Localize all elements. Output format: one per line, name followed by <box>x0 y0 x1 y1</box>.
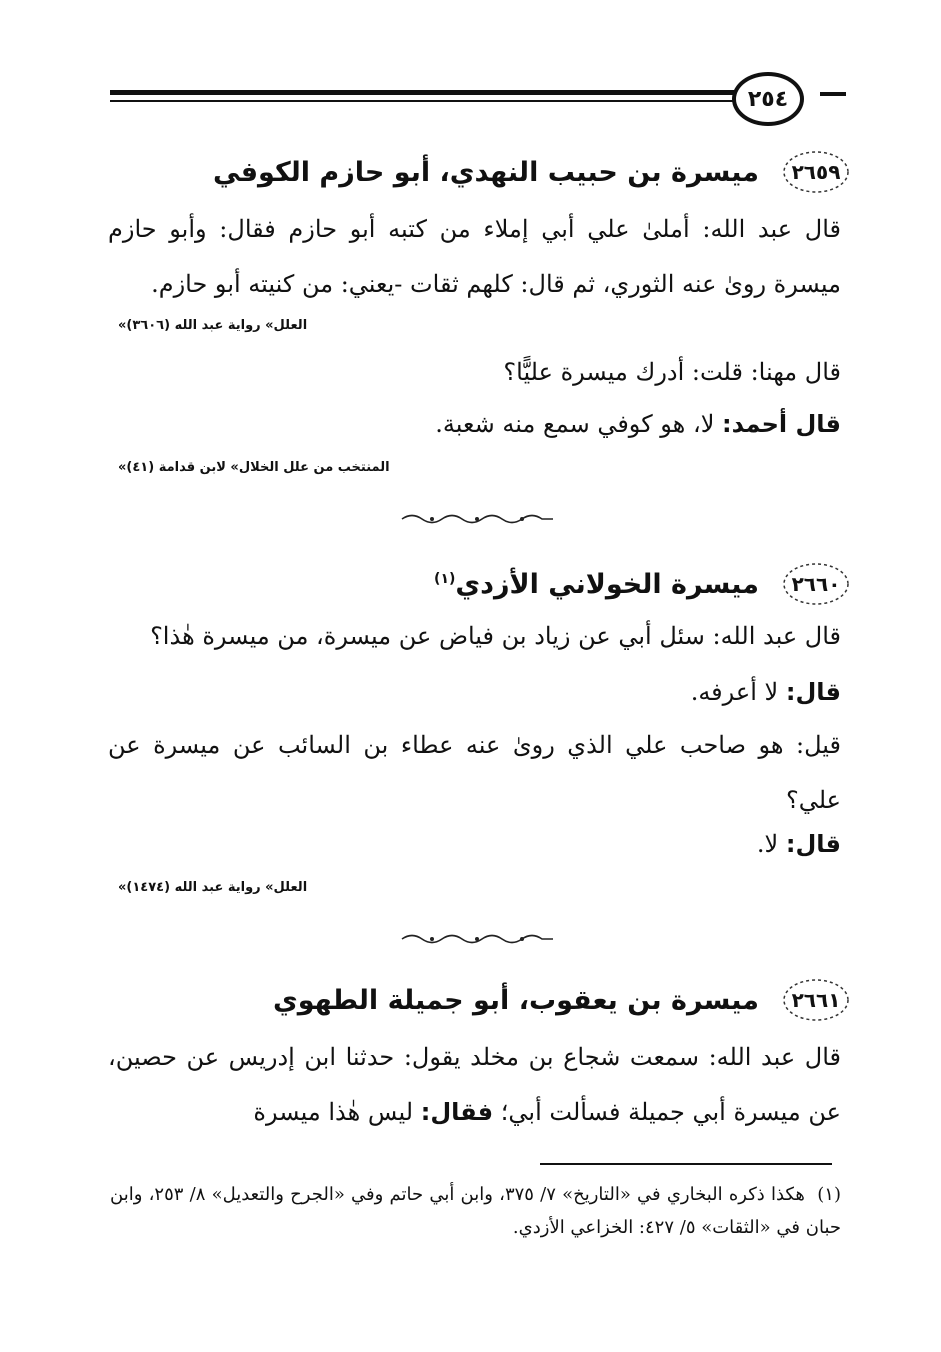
entry-heading <box>213 148 851 196</box>
text-line <box>691 678 841 706</box>
header-rule-thin <box>110 100 751 102</box>
source-citation: «العلل» رواية عبد الله (١٤٧٤) <box>118 880 308 895</box>
text-span: لا. <box>756 830 786 858</box>
text-span: ليس هٰذا ميسرة <box>253 1098 421 1126</box>
footnote-number: (١) <box>817 1184 841 1205</box>
paragraph <box>108 1030 841 1140</box>
speaker-label: قال: <box>785 678 841 706</box>
source-citation: «العلل» رواية عبد الله (٣٦٠٦) <box>118 318 308 333</box>
speaker-label: فقال: <box>420 1098 494 1126</box>
text-span: لا أعرفه. <box>690 678 786 706</box>
entry-title: ميسرة بن يعقوب، أبو جميلة الطهوي <box>273 984 759 1016</box>
paragraph: قال عبد الله: أملىٰ علي أبي إملاء من كتبه أبو حازم فقال: وأبو حازم ميسرة روىٰ عنه الثوري، ثم قال: كلهم ثقات -يعني: من كنيته أبو حازم. <box>108 215 841 298</box>
entry-number-badge <box>781 148 851 196</box>
text-line: قال عبد الله: سئل أبي عن زياد بن فياض عن ميسرة، من ميسرة هٰذا؟ <box>150 622 841 650</box>
entry-title: ميسرة بن حبيب النهدي، أبو حازم الكوفي <box>213 156 759 188</box>
text-line <box>757 830 841 858</box>
entry-number: ٢٦٦١ <box>791 988 841 1012</box>
text-line: قال مهنا: قلت: أدرك ميسرة عليًّا؟ <box>503 358 841 386</box>
ornament-divider <box>400 932 555 946</box>
paragraph: قيل: هو صاحب علي الذي روىٰ عنه عطاء بن السائب عن ميسرة عن علي؟ <box>108 731 841 814</box>
page-number: ٢٥٤ <box>732 72 804 126</box>
footnote-text: هكذا ذكره البخاري في «التاريخ» ٧/ ٣٧٥، وابن أبي حاتم وفي «الجرح والتعديل» ٨/ ٢٥٣، وابن حبان في «الثقات» ٥/ ٤٢٧: الخزاعي الأزدي. <box>110 1184 841 1238</box>
entry-title-text: ميسرة الخولاني الأزدي <box>455 568 759 600</box>
source-citation: «المنتخب من علل الخلال» لابن قدامة (٤١) <box>118 460 390 475</box>
entry-number-badge <box>781 976 851 1024</box>
footnote <box>110 1178 841 1244</box>
entry-title <box>434 569 759 600</box>
text-span: قال عبد الله: سمعت شجاع بن مخلد يقول: حدثنا ابن إدريس عن حصين، عن ميسرة أبي جميلة فسألت أبي؛ <box>108 1043 841 1126</box>
speaker-label: قال أحمد: <box>722 410 841 438</box>
entry-number-badge <box>781 560 851 608</box>
text-line <box>435 410 841 438</box>
footnote-marker: (١) <box>434 570 456 587</box>
entry-heading <box>273 976 851 1024</box>
speaker-label: قال: <box>785 830 841 858</box>
entry-number: ٢٦٦٠ <box>791 572 841 596</box>
page-header <box>110 72 846 122</box>
text-span: لا، هو كوفي سمع منه شعبة. <box>435 410 723 438</box>
ornament-divider <box>400 512 555 526</box>
header-rule-thick <box>110 90 751 95</box>
entry-number: ٢٦٥٩ <box>791 160 841 184</box>
header-rule-right <box>820 92 846 96</box>
footnote-rule <box>540 1163 832 1165</box>
entry-heading <box>434 560 851 608</box>
